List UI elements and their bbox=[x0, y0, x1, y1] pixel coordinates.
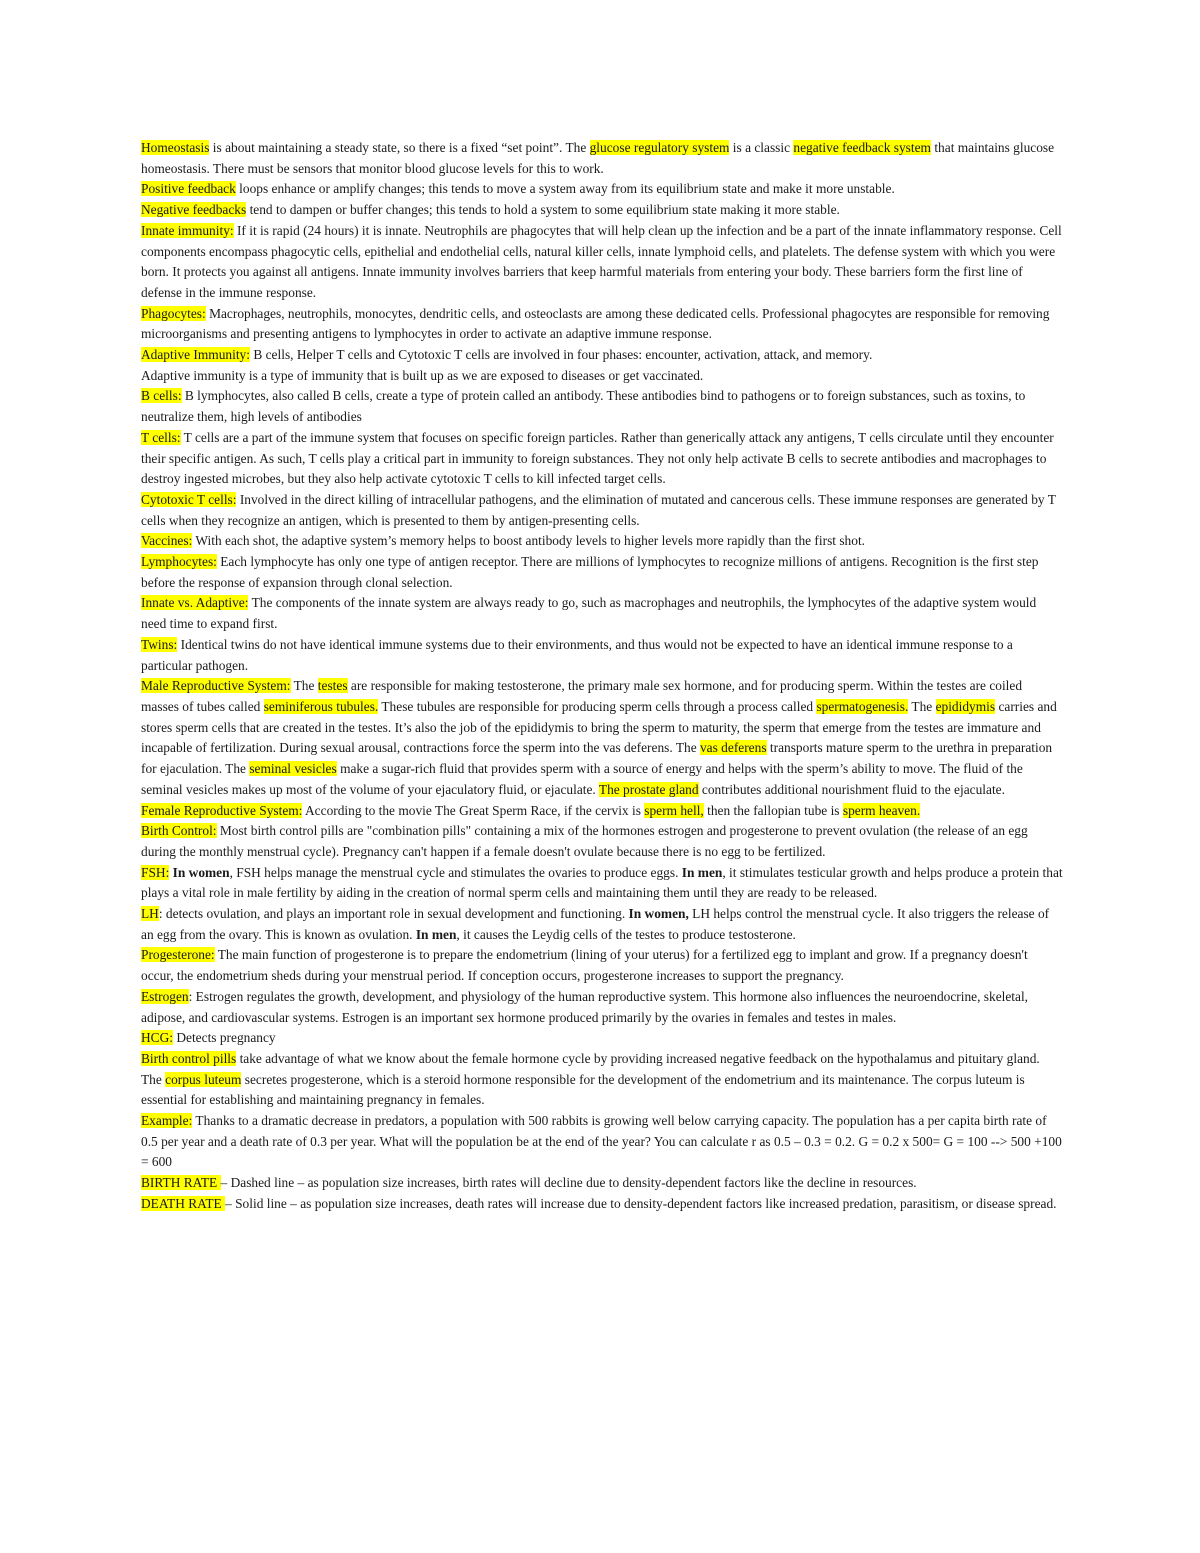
paragraph bbox=[141, 863, 1063, 904]
highlighted-term: Positive feedback bbox=[141, 181, 236, 197]
paragraph bbox=[141, 138, 1063, 179]
highlighted-term: Birth Control: bbox=[141, 823, 217, 839]
body-text: Involved in the direct killing of intracellular pathogens, and the elimination of mutated and cancerous cells. These immune responses are generated by T cells when they recognize an antigen, which is presented to them by antigen-presenting cells. bbox=[141, 491, 1056, 528]
highlighted-term: testes bbox=[317, 678, 348, 694]
body-text: then the fallopian tube is bbox=[703, 802, 843, 818]
paragraph bbox=[141, 345, 1063, 366]
highlighted-term: B cells: bbox=[141, 388, 182, 404]
body-text: These tubules are responsible for producing sperm cells through a process called bbox=[378, 698, 817, 714]
body-text: is about maintaining a steady state, so there is a fixed “set point”. The bbox=[209, 140, 590, 155]
body-text: carries and stores sperm cells that are created in the testes. It’s also the job of the epididymis to bring the sperm to maturity, the sperm that emerge from the testes are immature and incapable of fertilization. During sexual arousal, contractions force the sperm into the vas deferens. The bbox=[141, 698, 1057, 756]
paragraph bbox=[141, 531, 1063, 552]
paragraph bbox=[141, 366, 1063, 387]
paragraph bbox=[141, 1111, 1063, 1173]
highlighted-term: Estrogen bbox=[141, 988, 189, 1004]
paragraph bbox=[141, 904, 1063, 945]
body-text: , it causes the Leydig cells of the testes to produce testosterone. bbox=[456, 926, 796, 942]
paragraph bbox=[141, 1049, 1063, 1070]
paragraph bbox=[141, 1194, 1063, 1215]
highlighted-term: FSH: bbox=[141, 864, 170, 880]
body-text: : Estrogen regulates the growth, development, and physiology of the human reproductive system. This hormone also influences the neuroendocrine, skeletal, adipose, and cardiovascular systems. Estrogen is an important sex hormone produced primarily by the ovaries in females and testes in males. bbox=[141, 988, 1029, 1025]
highlighted-term: Cytotoxic T cells: bbox=[141, 491, 237, 507]
body-text: With each shot, the adaptive system’s memory helps to boost antibody levels to higher levels more rapidly than the first shot. bbox=[192, 533, 866, 549]
bold-text: In women bbox=[172, 864, 230, 880]
body-text: , it stimulates testicular growth and helps produce a protein that plays a vital role in male fertility by aiding in the creation of normal sperm cells and maintaining them until they are ready to be released. bbox=[141, 864, 1063, 901]
body-text: is a classic bbox=[729, 140, 794, 155]
paragraph bbox=[141, 221, 1063, 304]
body-text: secretes progesterone, which is a steroid hormone responsible for the development of the endometrium and its maintenance. The corpus luteum is essential for establishing and maintaining pregnancy in females. bbox=[141, 1071, 1025, 1108]
highlighted-term: Progesterone: bbox=[141, 947, 215, 963]
body-text: LH helps control the menstrual cycle. It also triggers the release of an egg from the ovary. This is known as ovulation. bbox=[141, 906, 1050, 942]
paragraph bbox=[141, 801, 1063, 822]
paragraph bbox=[141, 428, 1063, 490]
highlighted-term: Innate immunity: bbox=[141, 222, 234, 238]
body-text: Thanks to a dramatic decrease in predators, a population with 500 rabbits is growing well below carrying capacity. The population has a per capita birth rate of 0.5 per year and a death rate of 0.3 per year. What will the population be at the end of the year? You can calculate r as 0.5 – 0.3 = 0.2. G = 0.2 x 500= G = 100 --> 500 +100 = 600 bbox=[141, 1113, 1062, 1170]
paragraph bbox=[141, 821, 1063, 862]
body-text: transports mature sperm to the urethra in preparation for ejaculation. The bbox=[141, 740, 1053, 777]
highlighted-term: Male Reproductive System: bbox=[141, 678, 291, 694]
highlighted-term: sperm heaven. bbox=[842, 802, 921, 818]
paragraph bbox=[141, 1028, 1063, 1049]
body-text: make a sugar-rich fluid that provides sperm with a source of energy and helps with the sperm’s ability to move. The fluid of the seminal vesicles makes up most of the volume of your ejaculatory fluid, or ejaculate. bbox=[141, 761, 1023, 797]
body-text: take advantage of what we know about the female hormone cycle by providing increased negative feedback on the hypothalamus and pituitary gland. bbox=[236, 1050, 1040, 1066]
body-text: , FSH helps manage the menstrual cycle and stimulates the ovaries to produce eggs. bbox=[229, 864, 682, 880]
body-text: loops enhance or amplify changes; this tends to move a system away from its equilibrium state and make it more unstable. bbox=[235, 181, 895, 197]
body-text: Detects pregnancy bbox=[173, 1030, 276, 1046]
highlighted-term: corpus luteum bbox=[165, 1071, 242, 1087]
body-text: – Solid line – as population size increases, death rates will increase due to density-dependent factors like increased predation, parasitism, or disease spread. bbox=[225, 1195, 1057, 1211]
body-text: – Dashed line – as population size increases, birth rates will decline due to density-dependent factors like the decline in resources. bbox=[220, 1175, 917, 1191]
highlighted-term: T cells: bbox=[141, 429, 181, 445]
paragraph bbox=[141, 593, 1063, 634]
highlighted-term: Vaccines: bbox=[141, 533, 193, 549]
highlighted-term: Birth control pills bbox=[141, 1050, 237, 1066]
body-text: Most birth control pills are "combination pills" containing a mix of the hormones estrogen and progesterone to prevent ovulation (the release of an egg during the monthly menstrual cycle). Pregnancy can't happen if a female doesn't ovulate because there is no egg to be fertilized. bbox=[141, 823, 1028, 859]
body-text: The components of the innate system are always ready to go, such as macrophages and neutrophils, the lymphocytes of the adaptive system would need time to expand first. bbox=[141, 595, 1037, 632]
highlighted-term: Innate vs. Adaptive: bbox=[141, 595, 249, 611]
highlighted-term: seminal vesicles bbox=[249, 761, 337, 777]
body-text: According to the movie The Great Sperm Race, if the cervix is bbox=[302, 802, 645, 818]
paragraph bbox=[141, 552, 1063, 593]
body-text: The main function of progesterone is to prepare the endometrium (lining of your uterus) for a fertilized egg to implant and grow. If a pregnancy doesn't occur, the endometrium sheds during your menstrual period. If conception occurs, progesterone increases to support the pregnancy. bbox=[141, 947, 1028, 984]
highlighted-term: Lymphocytes: bbox=[141, 554, 217, 570]
highlighted-term: Phagocytes: bbox=[141, 305, 206, 321]
highlighted-term: The prostate gland bbox=[598, 781, 699, 797]
body-text: If it is rapid (24 hours) it is innate. Neutrophils are phagocytes that will help clean up the infection and be a part of the innate inflammatory response. Cell components encompass phagocytic cells, epithelial and endothelial cells, natural killer cells, innate lymphoid cells, and platelets. The defense system with which you were born. It protects you against all antigens. Innate immunity involves barriers that keep harmful materials from entering your body. These barriers form the first line of defense in the immune response. bbox=[141, 222, 1062, 300]
highlighted-term: HCG: bbox=[141, 1030, 173, 1046]
bold-text: In men bbox=[681, 864, 723, 880]
highlighted-term: Twins: bbox=[141, 636, 178, 652]
highlighted-term: vas deferens bbox=[699, 740, 767, 756]
highlighted-term: Negative feedbacks bbox=[141, 202, 247, 218]
highlighted-term: epididymis bbox=[935, 698, 996, 714]
highlighted-term: glucose regulatory system bbox=[589, 140, 730, 155]
body-text: T cells are a part of the immune system that focuses on specific foreign particles. Rather than generically attack any antigens, T cells circulate until they encounter their specific antigen. As such, T cells play a critical part in immunity to foreign substances. They not only help activate B cells to secrete antibodies and macrophages to destroy ingested microbes, but they also help activate cytotoxic T cells to kill infected target cells. bbox=[141, 429, 1054, 487]
body-text: : detects ovulation, and plays an important role in sexual development and functioning. bbox=[158, 906, 629, 922]
paragraph bbox=[141, 200, 1063, 221]
paragraph bbox=[141, 676, 1063, 800]
highlighted-term: LH bbox=[141, 906, 159, 922]
body-text: B cells, Helper T cells and Cytotoxic T cells are involved in four phases: encounter, activation, attack, and memory. bbox=[249, 347, 873, 363]
body-text: tend to dampen or buffer changes; this tends to hold a system to some equilibrium state making it more stable. bbox=[246, 202, 840, 218]
body-text: Identical twins do not have identical immune systems due to their environments, and thus would not be expected to have an identical immune response to a particular pathogen. bbox=[141, 636, 1013, 673]
body-text: contributes additional nourishment fluid to the ejaculate. bbox=[698, 781, 1005, 797]
highlighted-term: BIRTH RATE bbox=[141, 1175, 221, 1191]
document-page bbox=[141, 138, 1063, 1215]
paragraph bbox=[141, 179, 1063, 200]
highlighted-term: Homeostasis bbox=[141, 140, 210, 155]
paragraph bbox=[141, 987, 1063, 1028]
highlighted-term: DEATH RATE bbox=[141, 1195, 226, 1211]
paragraph bbox=[141, 1070, 1063, 1111]
bold-text: In men bbox=[415, 926, 457, 942]
body-text: Each lymphocyte has only one type of antigen receptor. There are millions of lymphocytes to recognize millions of antigens. Recognition is the first step before the response of expansion through clonal selection. bbox=[141, 554, 1039, 590]
body-text: are responsible for making testosterone, the primary male sex hormone, and for producing sperm. Within the testes are coiled masses of tubes called bbox=[141, 678, 1023, 714]
paragraph bbox=[141, 1173, 1063, 1194]
paragraph bbox=[141, 386, 1063, 427]
highlighted-term: Adaptive Immunity: bbox=[141, 347, 250, 363]
highlighted-term: Example: bbox=[141, 1113, 193, 1129]
highlighted-term: spermatogenesis. bbox=[816, 698, 909, 714]
highlighted-term: Female Reproductive System: bbox=[141, 802, 303, 818]
body-text: The bbox=[141, 1071, 166, 1087]
bold-text: In women, bbox=[628, 906, 689, 922]
paragraph bbox=[141, 304, 1063, 345]
paragraph bbox=[141, 945, 1063, 986]
body-text: Adaptive immunity is a type of immunity that is built up as we are exposed to diseases or get vaccinated. bbox=[141, 367, 704, 383]
highlighted-term: sperm hell, bbox=[644, 802, 704, 818]
paragraph bbox=[141, 635, 1063, 676]
body-text: Macrophages, neutrophils, monocytes, dendritic cells, and osteoclasts are among these dedicated cells. Professional phagocytes are responsible for removing microorganisms and presenting antigens to lymphocytes in order to activate an adaptive immune response. bbox=[141, 305, 1050, 342]
highlighted-term: negative feedback system bbox=[793, 140, 931, 155]
body-text: B lymphocytes, also called B cells, create a type of protein called an antibody. These antibodies bind to pathogens or to foreign substances, such as toxins, to neutralize them, high levels of antibodies bbox=[141, 388, 1026, 425]
body-text: The bbox=[908, 698, 936, 714]
paragraph bbox=[141, 490, 1063, 531]
body-text: that maintains glucose homeostasis. There must be sensors that monitor blood glucose levels for this to work. bbox=[141, 140, 1055, 176]
body-text: The bbox=[290, 678, 318, 694]
highlighted-term: seminiferous tubules. bbox=[263, 698, 379, 714]
